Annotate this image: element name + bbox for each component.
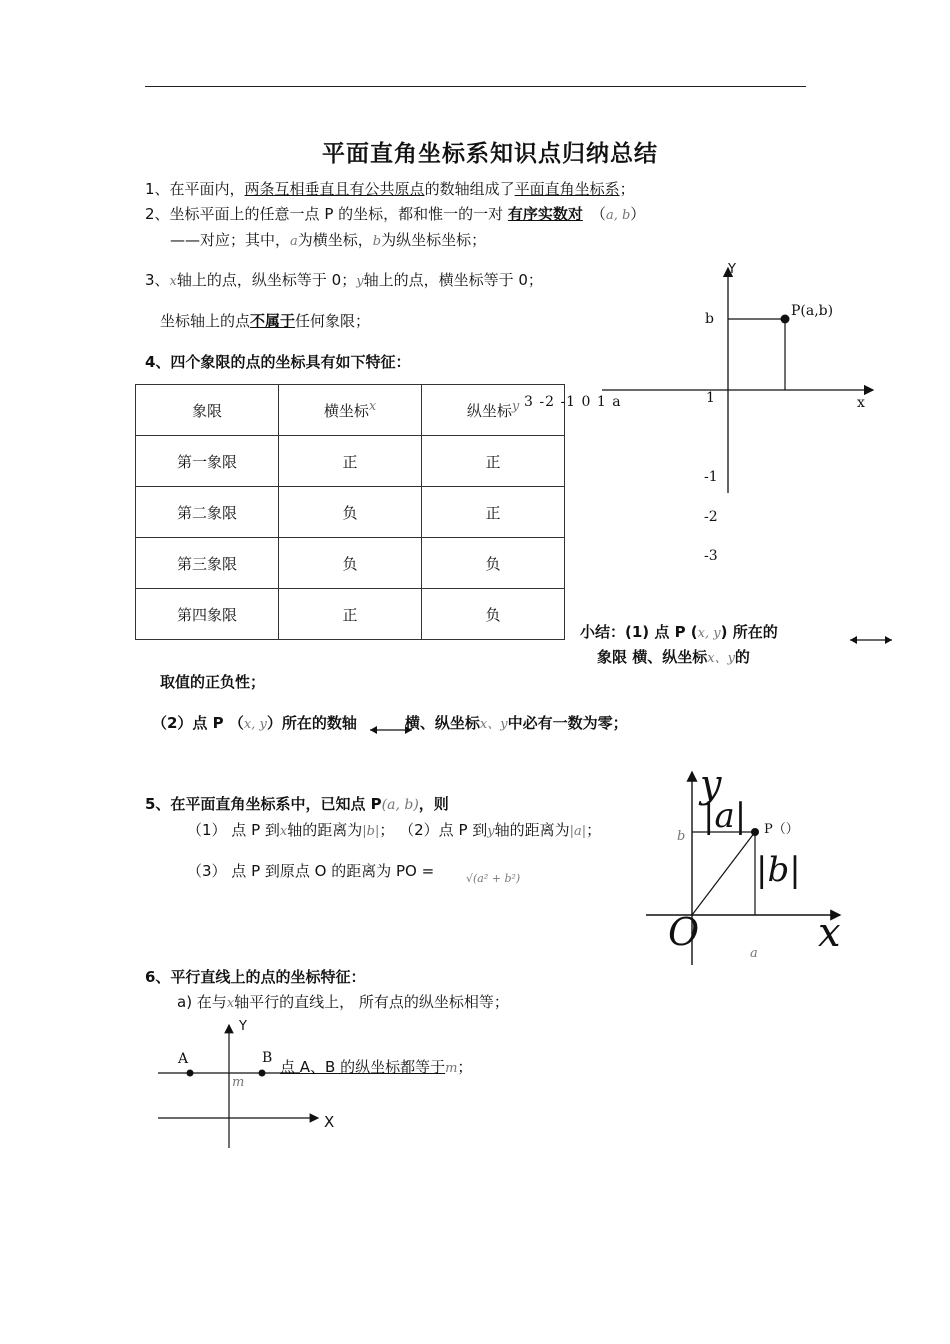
item-2-bold: 有序实数对	[507, 205, 583, 223]
item-2-paren-close: ）	[630, 205, 646, 223]
graph1-y-tick: -1	[704, 469, 718, 485]
item-2-prefix: 2、坐标平面上的任意一点 P 的坐标，都和惟一的一对	[145, 205, 508, 223]
graph1-y-tick: -2	[704, 509, 718, 525]
graph3-b-label: B	[262, 1050, 273, 1066]
graph1-x-label: x	[857, 395, 865, 411]
item-3-l2-bold: 不属于	[250, 312, 296, 330]
graph2-origin-label: O	[668, 910, 700, 954]
table-cell: 负	[279, 487, 422, 538]
table-cell: 正	[279, 589, 422, 640]
table-cell: 正	[422, 436, 565, 487]
item-1-underlined-2: 平面直角坐标系	[514, 180, 620, 198]
graph2-a-abs: |a|	[703, 796, 747, 836]
page-title: 平面直角坐标系知识点归纳总结	[322, 141, 658, 167]
item-3-var-y: y	[356, 274, 364, 289]
graph3-point-a	[187, 1070, 194, 1077]
graph2-x-label: x	[818, 910, 841, 956]
item-2-l2b: 为横坐标，	[297, 231, 373, 249]
item-2-var-a: a	[290, 234, 298, 249]
item-3-l2-suffix: 任何象限；	[295, 312, 371, 330]
table-cell: 第四象限	[136, 589, 279, 640]
graph3-x-label: X	[324, 1113, 335, 1131]
item-3-part-1: 轴上的点，纵坐标等于 0；	[176, 271, 357, 289]
table-cell: 第二象限	[136, 487, 279, 538]
item-6-heading: 6、平行直线上的点的坐标特征：	[145, 968, 366, 986]
graph2-hypotenuse	[692, 832, 755, 915]
graph1-y-label: Y	[728, 262, 736, 277]
graph3-caption: 点 A、B 的纵坐标都等于m；	[280, 1058, 473, 1076]
item-3-part-2: 轴上的点，横坐标等于 0；	[363, 271, 543, 289]
item-3-prefix: 3、	[145, 271, 170, 289]
graph1-y-tick: 1	[706, 390, 715, 406]
graph3-m-label: m	[232, 1075, 245, 1090]
item-3-var-x: x	[169, 274, 177, 289]
item-2-var-b: b	[372, 234, 382, 249]
table-cell: 负	[422, 589, 565, 640]
table-header-cell: 横坐标$^x$	[279, 385, 422, 436]
table-header-cell: 象限	[136, 385, 279, 436]
table-cell: 正	[279, 436, 422, 487]
table-header-cell: 纵坐标$^y$	[422, 385, 565, 436]
graph2-a-small: a	[750, 946, 758, 961]
graph3-y-label: Y	[239, 1019, 247, 1034]
graph3-point-b	[259, 1070, 266, 1077]
summary-line-3: 取值的正负性；	[160, 673, 266, 691]
graph3-a-label: A	[178, 1051, 189, 1067]
item-5-line-3: （3） 点 P 到原点 O 的距离为 PO =	[187, 862, 435, 880]
graph1-point-label: P(a,b)	[791, 303, 834, 319]
graph1-point-p	[781, 315, 790, 324]
summary-2: （2）点 P （x, y）所在的数轴 横、纵坐标x、y中必有一数为零；	[152, 714, 628, 732]
item-2-l2a: ——对应；其中，	[170, 231, 291, 249]
graph1-y-tick: -3	[704, 548, 718, 564]
summary-line-1: 小结：(1) 点 P (x, y) 所在的	[580, 623, 778, 641]
distance-formula: √(a² + b²)	[466, 872, 521, 885]
graph1-b-label: b	[705, 311, 714, 327]
graph2-point-p	[751, 828, 759, 836]
table-cell: 第一象限	[136, 436, 279, 487]
item-1-prefix: 1、在平面内，	[145, 180, 245, 198]
item-1-suffix: ；	[619, 180, 635, 198]
graph2-b-small: b	[677, 829, 686, 844]
x-tick-labels: 3 -2 -1 0 1 a	[524, 394, 622, 410]
table-cell: 第三象限	[136, 538, 279, 589]
graph2-y-label: y	[700, 762, 722, 806]
item-1-middle: 的数轴组成了	[424, 180, 515, 198]
double-arrow-icon	[850, 636, 892, 644]
table-cell: 负	[422, 538, 565, 589]
item-2-paren-open: （	[590, 205, 606, 223]
item-3-l2-prefix: 坐标轴上的点	[160, 312, 251, 330]
item-5-heading: 5、在平面直角坐标系中，已知点 P(a, b)，则	[145, 795, 449, 813]
item-1-underlined: 两条互相垂直且有公共原点	[244, 180, 425, 198]
table-cell: 正	[422, 487, 565, 538]
item-5-line-1: （1） 点 P 到x轴的距离为|b|； （2）点 P 到y轴的距离为|a|；	[187, 821, 602, 839]
graph2-point-label: P（）	[764, 822, 799, 837]
summary-line-2: 象限 横、纵坐标x、y的	[597, 648, 750, 666]
item-4-heading: 4、四个象限的点的坐标具有如下特征：	[145, 353, 411, 371]
graph2-b-abs: |b|	[756, 850, 801, 890]
table-cell: 负	[279, 538, 422, 589]
item-2-l2c: 为纵坐标坐标；	[381, 231, 487, 249]
item-6-a: a) 在与x轴平行的直线上， 所有点的纵坐标相等；	[177, 993, 509, 1011]
item-2-math: a, b	[605, 208, 631, 223]
